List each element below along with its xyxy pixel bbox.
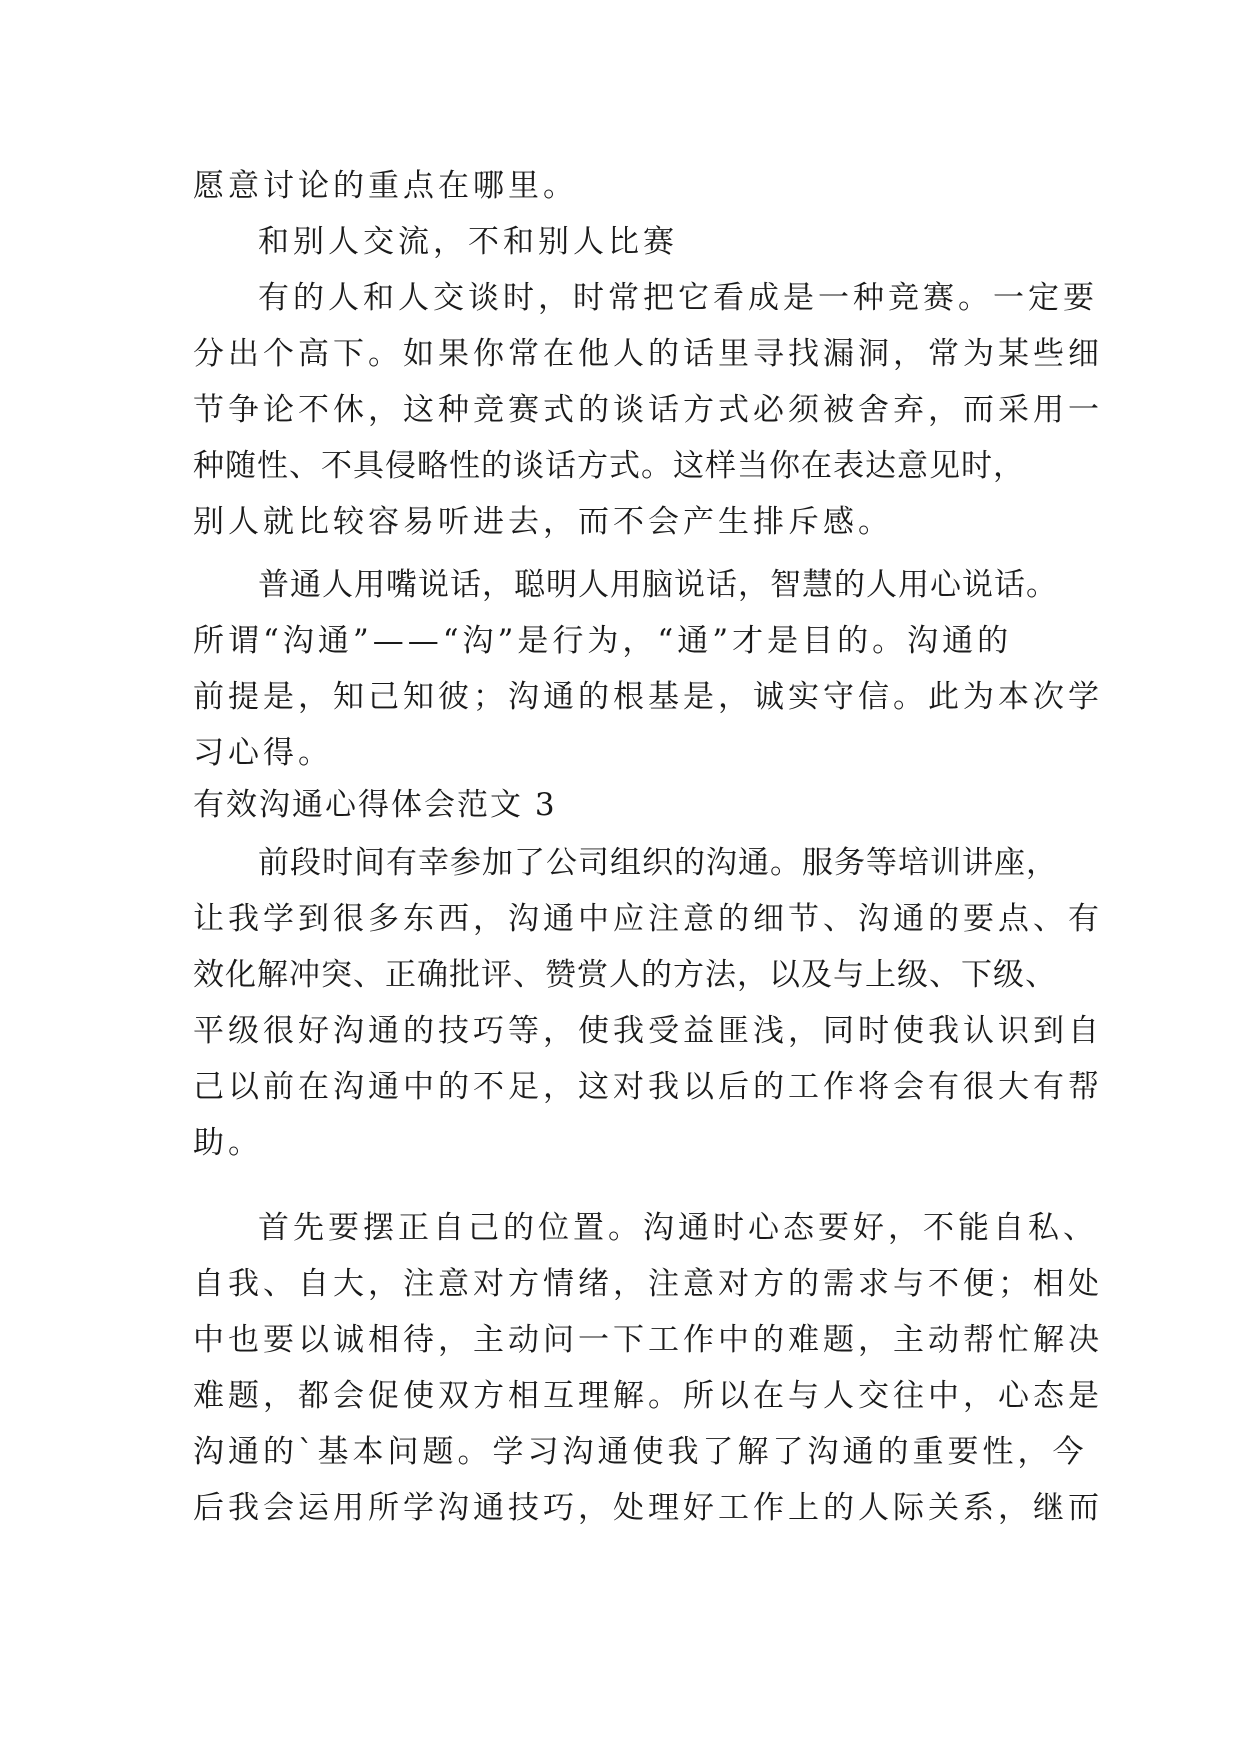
paragraph-line: 分出个高下。如果你常在他人的话里寻找漏洞，常为某些细 <box>193 336 1103 372</box>
paragraph-line: 沟通的`基本问题。学习沟通使我了解了沟通的重要性，今 <box>193 1434 1088 1470</box>
paragraph-line: 别人就比较容易听进去，而不会产生排斥感。 <box>193 504 893 540</box>
paragraph-line: 节争论不休，这种竞赛式的谈话方式必须被舍弃，而采用一 <box>193 392 1103 428</box>
paragraph-line: 普通人用嘴说话，聪明人用脑说话，智慧的人用心说话。 <box>258 567 1058 603</box>
paragraph-line: 助。 <box>193 1125 263 1161</box>
paragraph-line: 平级很好沟通的技巧等，使我受益匪浅，同时使我认识到自 <box>193 1013 1103 1049</box>
paragraph-line: 让我学到很多东西，沟通中应注意的细节、沟通的要点、有 <box>193 901 1103 937</box>
paragraph-line: 前段时间有幸参加了公司组织的沟通。服务等培训讲座， <box>258 845 1058 881</box>
paragraph-line: 己以前在沟通中的不足，这对我以后的工作将会有很大有帮 <box>193 1069 1103 1105</box>
paragraph-line: 效化解冲突、正确批评、赞赏人的方法，以及与上级、下级、 <box>193 957 1057 993</box>
paragraph-line: 首先要摆正自己的位置。沟通时心态要好，不能自私、 <box>258 1210 1098 1246</box>
paragraph-line: 难题，都会促使双方相互理解。所以在与人交往中，心态是 <box>193 1378 1103 1414</box>
section-heading: 有效沟通心得体会范文 3 <box>193 787 557 823</box>
paragraph-line: 有的人和人交谈时，时常把它看成是一种竞赛。一定要 <box>258 280 1098 316</box>
paragraph-line: 习心得。 <box>193 735 333 771</box>
paragraph-line: 种随性、不具侵略性的谈话方式。这样当你在表达意见时， <box>193 448 1025 484</box>
paragraph-line: 前提是，知己知彼；沟通的根基是，诚实守信。此为本次学 <box>193 679 1103 715</box>
paragraph-line: 所谓“沟通”——“沟”是行为，“通”才是目的。沟通的 <box>193 623 1013 659</box>
paragraph-line: 自我、自大，注意对方情绪，注意对方的需求与不便；相处 <box>193 1266 1103 1302</box>
section-subheading: 和别人交流，不和别人比赛 <box>258 224 678 260</box>
paragraph-line: 后我会运用所学沟通技巧，处理好工作上的人际关系，继而 <box>193 1490 1103 1526</box>
paragraph-line: 愿意讨论的重点在哪里。 <box>193 168 578 204</box>
paragraph-line: 中也要以诚相待，主动问一下工作中的难题，主动帮忙解决 <box>193 1322 1103 1358</box>
